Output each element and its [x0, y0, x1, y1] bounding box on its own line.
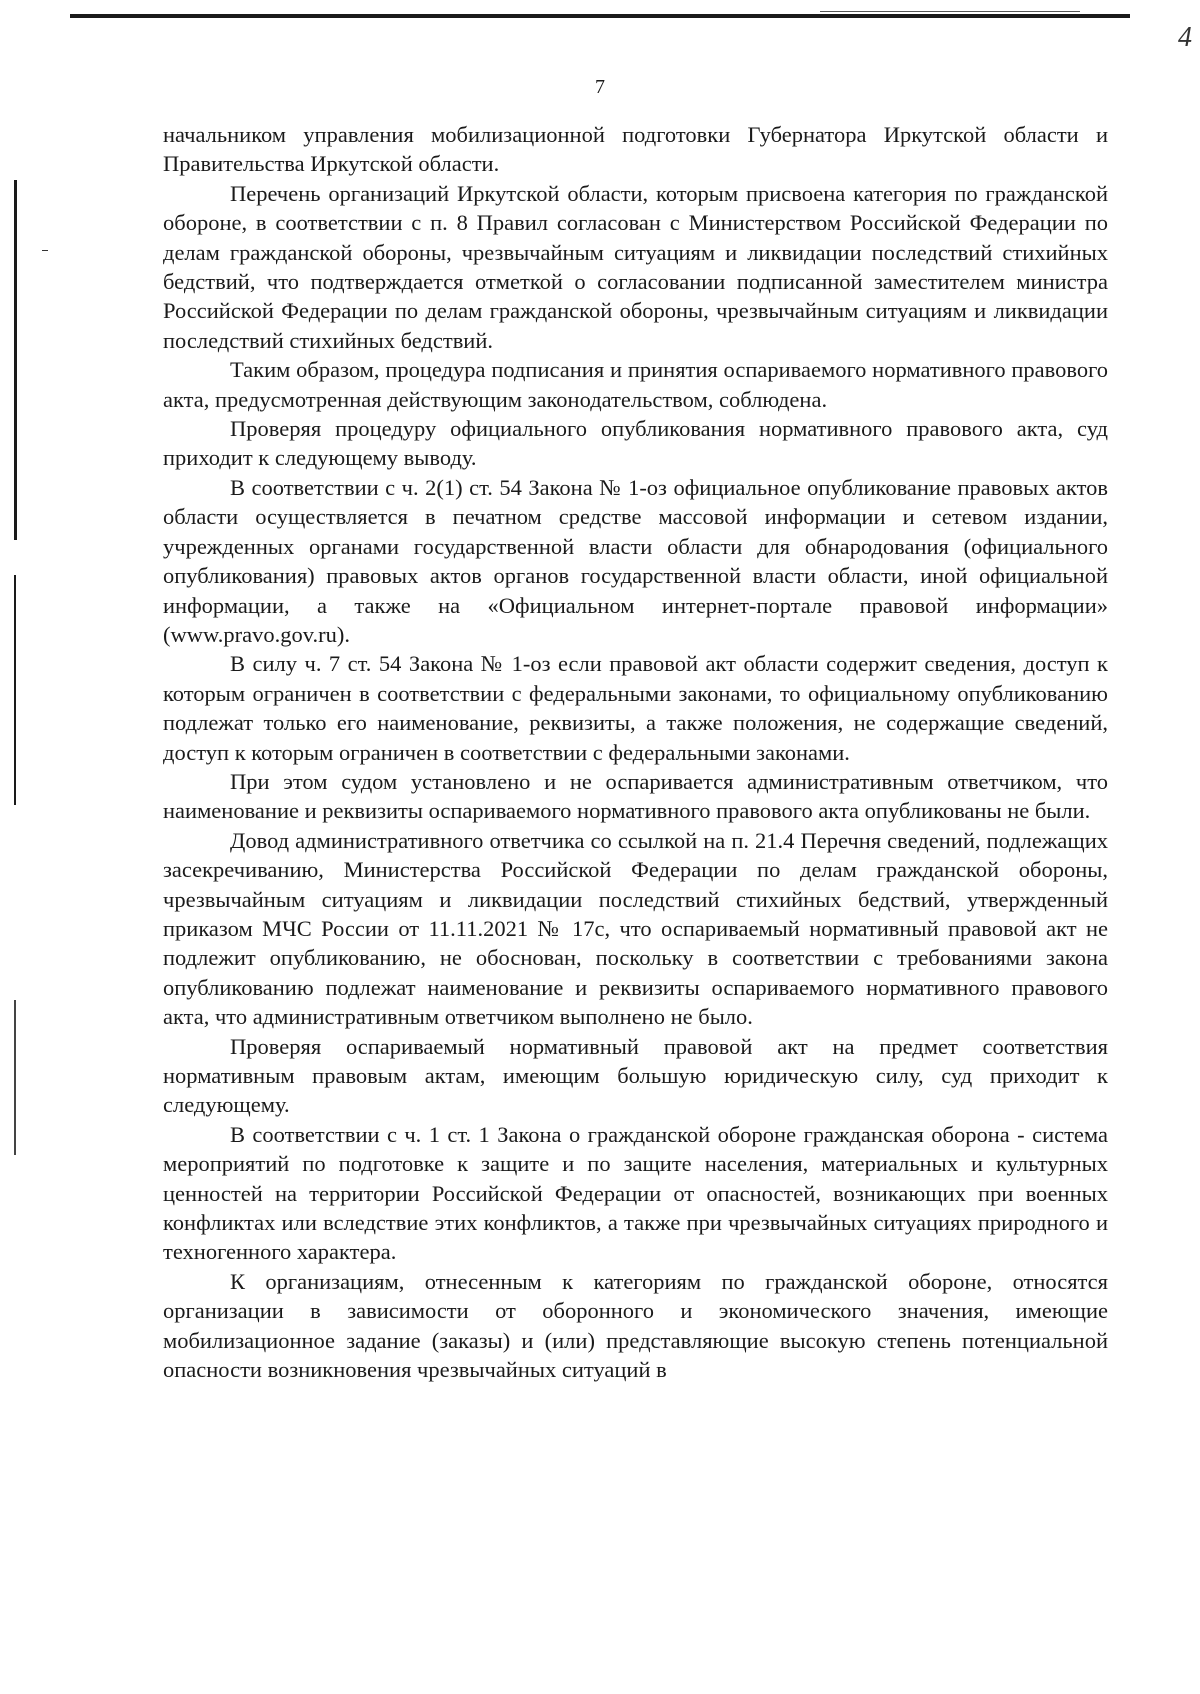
paragraph: Перечень организаций Иркутской области, которым присвоена категория по гражданской обороне, в соответствии с п. 8 Правил согласован с Министерством Российской Федерации по делам гражданской обороны, чрезвычайным ситуациям и ликвидации последствий стихийных бедствий, что подтверждается отметкой о согласовании подписанной заместителем министра Российской Федерации по делам гражданской обороны, чрезвычайным ситуациям и ликвидации последствий стихийных бедствий.: [163, 180, 1108, 353]
paragraph: При этом судом установлено и не оспаривается административным ответчиком, что наименование и реквизиты оспариваемого нормативного правового акта опубликованы не были.: [163, 768, 1108, 824]
scan-left-tick: [42, 250, 48, 251]
handwritten-sheet-number: 4: [1178, 22, 1192, 53]
scan-top-rule: [70, 14, 1130, 18]
document-body: [163, 120, 1108, 1384]
paragraph: В соответствии с ч. 1 ст. 1 Закона о гражданской обороне гражданская оборона - система мероприятий по подготовке к защите и по защите населения, материальных и культурных ценностей на территории Российской Федерации от опасностей, возникающих при военных конфликтах или вследствие этих конфликтов, а также при чрезвычайных ситуациях природного и техногенного характера.: [163, 1121, 1108, 1265]
paragraph: В соответствии с ч. 2(1) ст. 54 Закона № 1-оз официальное опубликование правовых актов области осуществляется в печатном средстве массовой информации и сетевом издании, учрежденных органами государственной власти области для обнародования (официального опубликования) правовых актов органов государственной власти области, иной официальной информации, а также на «Официальном интернет-портале правовой информации» (www.pravo.gov.ru).: [163, 474, 1108, 647]
paragraph: В силу ч. 7 ст. 54 Закона № 1-оз если правовой акт области содержит сведения, доступ к которым ограничен в соответствии с федеральными законами, то официальному опубликованию подлежат только его наименование, реквизиты, а также положения, не содержащие сведений, доступ к которым ограничен в соответствии с федеральными законами.: [163, 651, 1108, 765]
paragraph: Проверяя процедуру официального опубликования нормативного правового акта, суд приходит к следующему выводу.: [163, 416, 1108, 471]
scan-left-mark: [14, 180, 17, 540]
paragraph: Таким образом, процедура подписания и принятия оспариваемого нормативного правового акта, предусмотренная действующим законодательством, соблюдена.: [163, 357, 1108, 412]
paragraph: начальником управления мобилизационной подготовки Губернатора Иркутской области и Правительства Иркутской области.: [163, 122, 1108, 177]
paragraph: Проверяя оспариваемый нормативный правовой акт на предмет соответствия нормативным правовым актам, имеющим большую юридическую силу, суд приходит к следующему.: [163, 1033, 1108, 1118]
paragraph: Довод административного ответчика со ссылкой на п. 21.4 Перечня сведений, подлежащих засекречиванию, Министерства Российской Федерации по делам гражданской обороны, чрезвычайным ситуациям и ликвидации последствий стихийных бедствий, утвержденный приказом МЧС России от 11.11.2021 № 17с, что оспариваемый нормативный правовой акт не подлежит опубликованию, не обоснован, поскольку в соответствии с требованиями закона опубликованию подлежат наименование и реквизиты оспариваемого нормативного правового акта, что административным ответчиком выполнено не было.: [163, 827, 1108, 1030]
scan-top-rule-thin: [820, 11, 1080, 12]
page-number: 7: [595, 76, 605, 98]
scan-left-mark: [14, 575, 16, 805]
scan-left-mark: [14, 1000, 16, 1155]
paragraph: К организациям, отнесенным к категориям по гражданской обороне, относятся организации в зависимости от оборонного и экономического значения, имеющие мобилизационное задание (заказы) и (или) представляющие высокую степень потенциальной опасности возникновения чрезвычайных ситуаций в: [163, 1268, 1108, 1383]
